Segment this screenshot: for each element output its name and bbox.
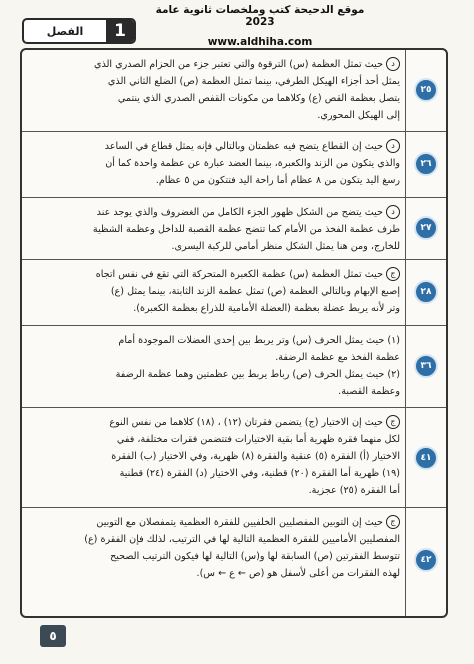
answer-row bbox=[22, 260, 446, 326]
answer-text: (١) حيث يمثل الحرف (س) وتر يربط بين إحدى العضلات الموجودة أمام عظمة الفخذ مع عظمة الرضفة. (٢) حيث يمثل الحرف (ص) رباط يربط بين عظمتين وهما عظمة الرضفة وعظمة القصبة. bbox=[115, 335, 400, 397]
answer-text: جحيث إن الاختيار (ج) يتضمن فقرتان (١٢) ، (١٨) كلاهما من نفس النوع لكل منهما فقرة ظهرية أما بقية الاختيارات فتتضمن فقرات مختلفة، ففي الاختيار (أ) الفقرة (٥) عنقية والفقرة (٨) ظهرية، وفي الاختيار (ب) الفقرة (١٩) ظهرية أما الفقرة (٢٠) قطنية، وفي الاختيار (د) الفقرة (٢٤) قطنية أما الفقرة (٢٥) عجزية. bbox=[109, 417, 400, 496]
answer-option-icon: ج bbox=[386, 515, 400, 529]
answer-row bbox=[22, 50, 446, 132]
answer-text: دحيث يتضح من الشكل ظهور الجزء الكامل من الغضروف والذي يوجد عند طرف عظمة الفخذ من الأمام كما تتضح عظمة القصبة للداخل وعظمة الشظية للخارج، ومن هنا يمثل الشكل منظر أمامي للركبة اليسرى. bbox=[92, 207, 400, 252]
answer-row bbox=[22, 508, 446, 616]
site-title: موقع الدحيحة كتب وملخصات ثانوية عامة 2023 bbox=[155, 4, 365, 28]
answer-text: دحيث إن القطاع يتضح فيه عظمتان وبالتالي فإنه يمثل قطاع في الساعد والذي يتكون من الزند والكعبرة، بينما العضد عبارة عن عظمة واحدة كما أن رسغ اليد يتكون من ٨ عظام أما راحة اليد فتتكون من ٥ عظام. bbox=[104, 141, 400, 186]
question-number-badge: ٤١ bbox=[414, 446, 438, 470]
answer-option-icon: د bbox=[386, 205, 400, 219]
question-number-badge: ٢٨ bbox=[414, 280, 438, 304]
answer-row bbox=[22, 326, 446, 408]
answer-row bbox=[22, 408, 446, 508]
answers-table bbox=[20, 48, 448, 618]
question-number-badge: ٢٥ bbox=[414, 78, 438, 102]
chapter-number: 1 bbox=[106, 20, 134, 42]
answer-text: دحيث تمثل العظمة (س) الترقوة والتي تعتبر جزء من الحزام الصدري الذي يمثل أحد أجزاء الهيكل الطرفي، بينما تمثل العظمة (ص) الضلع الثاني الذي يتصل بعظمة القص (ع) وكلاهما من مكونات القفص الصدري الذي ينتمي إلى الهيكل المحوري. bbox=[93, 59, 400, 121]
answer-option-icon: د bbox=[386, 139, 400, 153]
page-number: ٥ bbox=[40, 625, 66, 647]
answer-option-icon: ج bbox=[386, 267, 400, 281]
chapter-badge bbox=[22, 18, 136, 44]
question-number-badge: ٣٦ bbox=[414, 354, 438, 378]
answer-option-icon: د bbox=[386, 57, 400, 71]
answer-option-icon: ج bbox=[386, 415, 400, 429]
question-number-badge: ٤٢ bbox=[414, 548, 438, 572]
answer-text: جحيث إن التوبين المفصليين الخلفيين للفقرة العظمية يتمفصلان مع التوبين المفصليين الأماميين للفقرة العظمية التالية لها في الترتيب، لذلك فإن الفقرة (ع) تتوسط الفقرتين (ص) السابقة لها و(س) التالية لها فيكون الترتيب الصحيح لهذه الفقرات من أعلى لأسفل هو (ص ← ع ← س). bbox=[84, 517, 400, 579]
question-number-badge: ٢٧ bbox=[414, 216, 438, 240]
chapter-label: الفصل bbox=[46, 24, 84, 38]
answer-row bbox=[22, 198, 446, 260]
answer-text: جحيث تمثل العظمة (س) عظمة الكعبرة المتحركة التي تقع في نفس اتجاه إصبع الإبهام وبالتالي العظمة (ص) تمثل عظمة الزند الثابتة، بينما يمثل (ع) وتر لأنه يربط عضلة بعظمة (العضلة الأمامية للذراع بعظمة الكعبرة). bbox=[95, 269, 400, 314]
site-url[interactable]: www.aldhiha.com bbox=[207, 36, 313, 48]
question-number-badge: ٢٦ bbox=[414, 152, 438, 176]
answer-row bbox=[22, 132, 446, 198]
